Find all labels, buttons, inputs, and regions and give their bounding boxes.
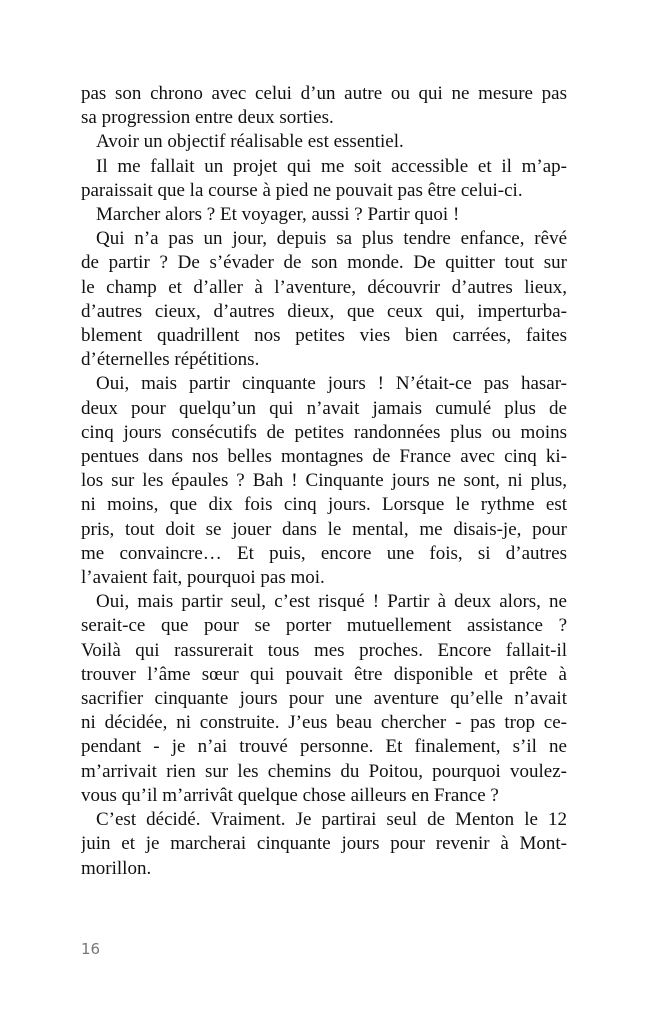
- page-body: [81, 82, 567, 881]
- text-line: serait-ce que pour se porter mutuellement assistance ?: [81, 615, 567, 637]
- paragraph: [81, 808, 567, 881]
- text-line: vous qu’il m’arrivât quelque chose ailleurs en France ?: [81, 784, 499, 806]
- text-line: m’arrivait rien sur les chemins du Poitou, pourquoi voulez-: [81, 760, 567, 782]
- text-line: Marcher alors ? Et voyager, aussi ? Partir quoi !: [96, 204, 460, 226]
- paragraph: [81, 155, 567, 203]
- text-line: pas son chrono avec celui d’un autre ou qui ne mesure pas: [81, 83, 567, 104]
- text-line: Voilà qui rassurerait tous mes proches. Encore fallait-il: [81, 639, 567, 661]
- text-line: pris, tout doit se jouer dans le mental, me disais-je, pour: [81, 518, 567, 540]
- text-line: juin et je marcherai cinquante jours pour revenir à Mont-: [81, 833, 567, 855]
- text-line: le champ et d’aller à l’aventure, découvrir d’autres lieux,: [81, 276, 567, 298]
- paragraph: [81, 590, 567, 808]
- text-line: ni décidée, ni construite. J’eus beau chercher - pas trop ce-: [81, 712, 567, 734]
- paragraph: [81, 227, 567, 372]
- paragraph: [81, 82, 567, 130]
- text-line: l’avaient fait, pourquoi pas moi.: [81, 567, 325, 589]
- text-line: Il me fallait un projet qui me soit accessible et il m’ap-: [96, 155, 567, 177]
- text-line: de partir ? De s’évader de son monde. De quitter tout sur: [81, 252, 567, 274]
- text-line: Oui, mais partir cinquante jours ! N’était-ce pas hasar-: [96, 373, 567, 395]
- paragraph: [81, 130, 567, 154]
- text-line: sacrifier cinquante jours pour une aventure qu’elle n’avait: [81, 688, 567, 710]
- text-line: me convaincre… Et puis, encore une fois, si d’autres: [81, 542, 567, 564]
- text-line: C’est décidé. Vraiment. Je partirai seul de Menton le 12: [96, 809, 567, 831]
- paragraph: [81, 372, 567, 590]
- text-line: cinq jours consécutifs de petites randonnées plus ou moins: [81, 421, 567, 443]
- text-line: los sur les épaules ? Bah ! Cinquante jours ne sont, ni plus,: [81, 470, 567, 492]
- text-line: paraissait que la course à pied ne pouvait pas être celui-ci.: [81, 179, 523, 201]
- text-line: pentues dans nos belles montagnes de France avec cinq ki-: [81, 446, 567, 468]
- text-line: ni moins, que dix fois cinq jours. Lorsque le rythme est: [81, 494, 567, 516]
- text-line: Oui, mais partir seul, c’est risqué ! Partir à deux alors, ne: [96, 591, 567, 613]
- text-line: pendant - je n’ai trouvé personne. Et finalement, s’il ne: [81, 736, 567, 758]
- text-line: deux pour quelqu’un qui n’avait jamais cumulé plus de: [81, 397, 567, 419]
- text-line: Qui n’a pas un jour, depuis sa plus tendre enfance, rêvé: [96, 228, 567, 250]
- text-line: trouver l’âme sœur qui pouvait être disponible et prête à: [81, 663, 567, 685]
- text-line: d’éternelles répétitions.: [81, 349, 260, 371]
- paragraph: [81, 203, 567, 227]
- text-line: sa progression entre deux sorties.: [81, 107, 334, 129]
- page-number: 16: [81, 940, 101, 958]
- text-line: blement quadrillent nos petites vies bien carrées, faites: [81, 325, 567, 347]
- text-line: d’autres cieux, d’autres dieux, que ceux qui, imperturba-: [81, 300, 567, 322]
- text-line: morillon.: [81, 857, 152, 879]
- text-line: Avoir un objectif réalisable est essentiel.: [96, 131, 404, 153]
